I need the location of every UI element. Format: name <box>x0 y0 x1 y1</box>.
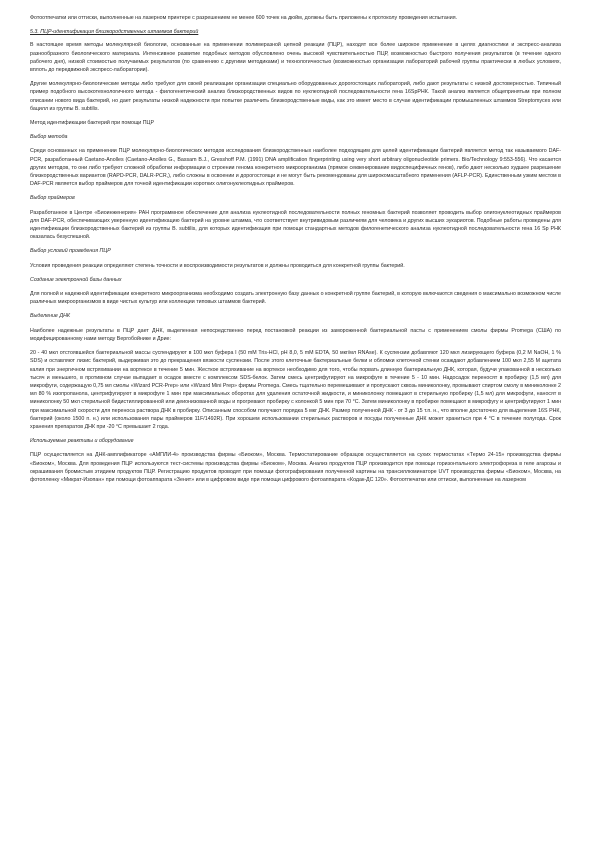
paragraph-conditions: Условия проведения реакции определяют степень точности и воспроизводимости результатов и должны проводиться для конкретной группы бактерий. <box>30 262 405 269</box>
subheading-choice-method: Выбор метода <box>30 134 68 141</box>
paragraph-dna-intro: Наиболее надежные результаты в ПЦР дает ДНК, выделенная непосредственно перед постановкой реакции из замороженной бактериальной пасты с применением смолы фирмы Promega (США) по модифицированному нами методу Вергобойнике и Дрие: <box>30 327 561 342</box>
section-heading: 5.3. ПЦР-идентификация близкородственных штаммов бактерий <box>30 29 199 36</box>
subheading-database: Создание электронной базы данных <box>30 276 122 283</box>
method-heading: Метод идентификации бактерий при помощи ПЦР <box>30 120 155 127</box>
paragraph-database: Для полной и надежной идентификации конкретного микроорганизма необходимо создать электронную базу данных о конкретной группе бактерий, в которую включаются сведения о максимально возможном числе различных микроорганизмов в виде чистых культур или коллекции типовых штаммов бактерий. <box>30 291 561 306</box>
subheading-reagents: Используемые реактивы и оборудование <box>30 438 134 445</box>
subheading-choice-primers: Выбор праймеров <box>30 195 75 202</box>
subheading-dna-extraction: Выделение ДНК <box>30 313 71 320</box>
paragraph-pcr-methods: В настоящее время методы молекулярной биологии, основанные на применении полимеразной цепной реакции (ПЦР), находят все более широкое применение в целях диагностики и экспресс-анализа разнообразного биологического материала. Интенсивное развитие подобных методов обусловлено очень высокой чувствительностью ПЦР, возможностью быстрого получения результатов (в течение одного рабочего дня), низкой стоимостью получаемых результатов (по сравнению с другими методиками) и технологичностью (возможностью организации лабораторий рабочей группы практически в любых условиях, вплоть до передвижной экспресс-лаборатории). <box>30 42 561 74</box>
paragraph-other-methods: Другие молекулярно-биологические методы либо требуют для своей реализации организации специально оборудованных дорогостоящих лабораторий, либо дают результаты с низкой достоверностью. Типичный пример подобного высокотехнологичного метода - филогенетический анализ близкородственных видов по нуклеотидной последовательности гена 16SрРНК. Такой анализ является общепринятым при полном описании нового вида бактерий, но дает результаты низкой надежности при попытке различить близкородственные виды, как это имеет место в случае идентификации промышленных штаммов Streptomyces или бацилл из группы B. subtilis. <box>30 81 561 112</box>
paragraph-daf-pcr: Среди основанных на применении ПЦР молекулярно-биологических методов исследования близкородственных наиболее подходящим для целей идентификации бактерий является метод так называемого DAF-PCR, разработанный Caetano-Anolles (Caetano-Anolles G., Bassam B.J., Gresshoff P.M. (1991) DNA amplification fingerprinting using very short arbitrary oligonucleotide primers. Bio/Technology 9:553-556). Что касается других методов, то они либо требуют сложной обработки информации о строении генома конкретного микроорганизма (прямое секвенирование видоспецифичных генов), либо дают несколько худшее разрешение близкородственных вариантов (RAPD-PCR, DALR-PCR,), либо сложны в освоении и дорогостоящи и не могут быть рекомендованы для широкомасштабного применения (AFLP-PCR). Единственным узким местом в DAF-PCR является выбор праймеров для точной идентификации коротких олигонуклеотидных праймеров. <box>30 148 561 188</box>
paragraph-primers: Разработанное в Центре «Биоинженерия» РАН программное обеспечение для анализа нуклеотидной последовательности полных геномных бактерий позволяет проводить выбор олигонуклеотидных праймеров для DAF-PCR, обеспечивающих уверенную идентификацию бактерий на уровне штамма, что соответствует внутривидовым различиям для человека и других высших эукариотов. Подобные работы проведены для идентификации близкородственных бактерий из группы B. subtilis, для которых идентификация при помощи стандартных методов филогенетического анализа нуклеотидной последовательности гена 16 Sp РНК оказалась безуспешной. <box>30 209 561 241</box>
paragraph-dna-protocol: 20 - 40 мкл отстоявшейся бактериальной массы суспендируют в 100 мкл буфера I (50 mM Tris-HCl, pH 8,0, 5 mM EDTA, 50 мкг/мл RNAse). К суспензии добавляют 120 мкл лизирующего буфера (0,2 M NaOH, 1 % SDS) и оставляют лизис бактерий, выдерживая это до прекращения вязкости суспензии. После этого клеточные бактериальные белки и обломки клеточной стенки осаждают добавлением 100 мкл 2,55 M ацетата калия при энергичном встряхивании на вортексе в течение 5 мин. Жесткое встряхивание на вортексе необходимо для того, чтобы порвать длинную бактериальную ДНК, которая, будучи упакованной в несколько тысяч и меньшего, в противном случае выпадает в осадок вместе с комплексом SDS-белок. Затем смесь центрифугируют на микрофуге в течение 5 - 10 мин. Надосадок переносят в пробирку (1,5 мл) для микрофуги, содержащую 0,75 мл смолы «Wizard PCR-Prep» или «Wizard Mini Prep» фирмы Promega. Смесь тщательно перемешивают и пропускают сквозь миниколонку, промывают спиртом смолу в миниколонке 2 мл 80 % изопропанола, центрифугируют в микрофуге 1 мин при максимальных оборотах для удаления остаточной жидкости, и миниколонку помещают в стерильную пробирку (1,5 мл) для микрофуги, наносят в миниколонку 50 мкл стерильной бидистиллированной или деионизованной воды и прогревают пробирку с колонкой 5 мин при 70 °C. Затем миниколонку в пробирке помещают в микрофугу и центрифугируют 1 мин при максимальной скорости для переноса раствора ДНК в пробирку. Описанным способом получают порядка 5 мкг ДНК. Размер полученной ДНК - от 3 до 15 т.п. н., что вполне достаточно для выделения 16S РНК, бактерий (около 1500 п. н.) или использования пары праймеров 11F/1492R). При хорошем использовании стерильных растворов и посуды полученные ДНК может храниться при 4 °C в течение полугода. Срок хранения препаратов ДНК при -20 °C превышает 2 года. <box>30 350 561 430</box>
intro-paragraph: Фотоотпечатки или оттиски, выполненные на лазерном принтере с разрешением не менее 600 точек на дюйм, должны быть приложены к протоколу проведения испытания. <box>30 15 458 21</box>
paragraph-reagents: ПЦР осуществляется на ДНК-амплификаторе «АМПЛИ-4» производства фирмы «Биоком», Москва. Термостатирование образцов осуществляется на сухих термостатах «Термо 24-15» производства фирмы «Биоком», Москва. Для проведения ПЦР используются тест-системы производства фирмы «Биоком», Москва. Анализ продуктов ПЦР производится при помощи горизонтального электрофореза в геле агарозы и окрашивания бромистым этидием продуктов ПЦР. Регистрацию продуктов проводят при помощи фотографирования полученной картины на трансиллюминаторе UVT производства фирмы «Биоком», Москва, на фотопленку «Микрат-Изопан» при помощи фотоаппарата «Зенит» или в цифровом виде при помощи цифрового фотоаппарата «Кодак-ДС 120». Фотоотпечатки или оттиски, выполненные на лазерном <box>30 452 561 483</box>
subheading-conditions: Выбор условий проведения ПЦР <box>30 248 111 255</box>
